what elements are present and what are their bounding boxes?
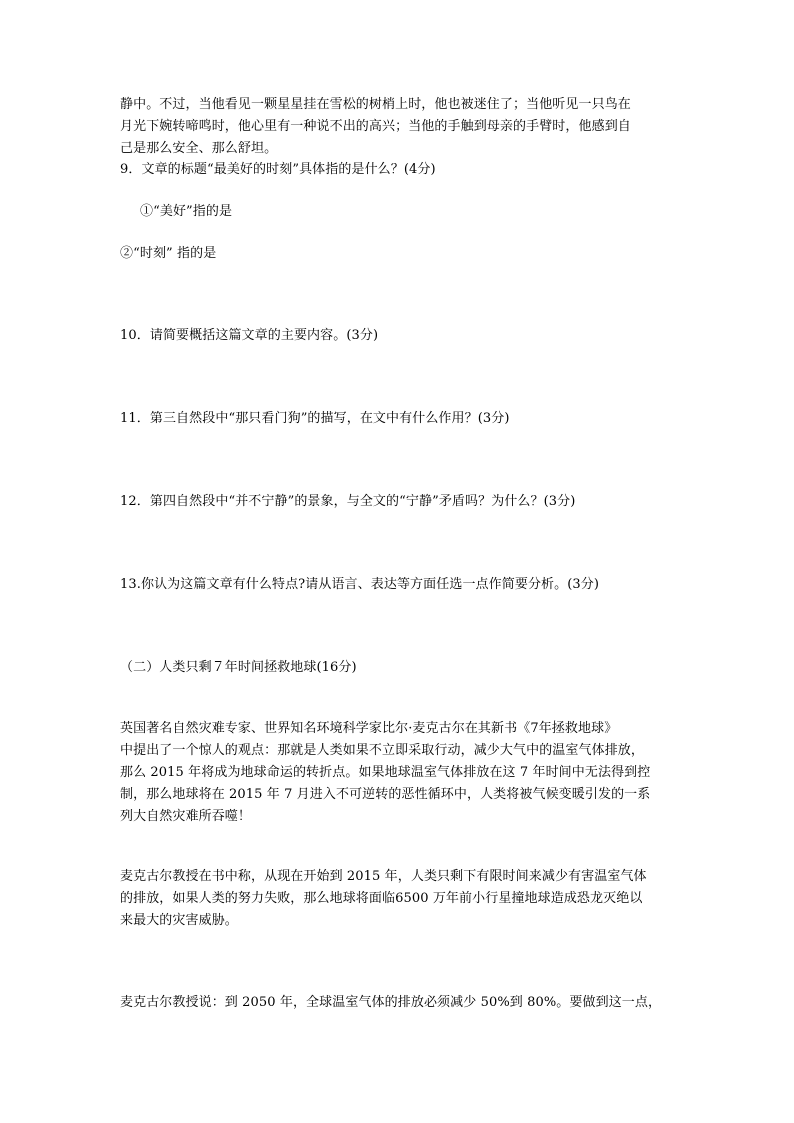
paragraph-1-line: 列大自然灾难所吞噬！ <box>120 809 252 824</box>
paragraph-1-line: 制，那么地球将在 2015 年 7 月进入不可逆转的恶性循环中，人类将被气候变暖引发的一系 <box>120 787 651 802</box>
paragraph-1-line: 中提出了一个惊人的观点：那就是人类如果不立即采取行动，减少大气中的温室气体排放， <box>120 743 645 758</box>
question-9-part-a: ①“美好”指的是 <box>140 204 233 219</box>
intro-line: 静中。不过，当他看见一颗星星挂在雪松的树梢上时，他也被迷住了；当他听见一只鸟在 <box>120 97 631 112</box>
question-12: 12．第四自然段中“并不宁静”的景象，与全文的“宁静”矛盾吗？为什么？(3分) <box>120 494 576 509</box>
question-9-part-b: ②“时刻” 指的是 <box>120 246 217 261</box>
paragraph-1-line: 英国著名自然灾难专家、世界知名环境科学家比尔·麦克古尔在其新书《7年拯救地球》 <box>120 721 618 736</box>
question-10: 10．请简要概括这篇文章的主要内容。(3分) <box>120 328 379 343</box>
question-11: 11．第三自然段中“那只看门狗”的描写，在文中有什么作用？(3分) <box>120 411 510 426</box>
paragraph-1-line: 那么 2015 年将成为地球命运的转折点。如果地球温室气体排放在这 7 年时间中无法得到控 <box>120 765 651 780</box>
paragraph-2-line: 的排放，如果人类的努力失败，那么地球将面临6500 万年前小行星撞地球造成恐龙灭绝以 <box>120 891 643 906</box>
intro-line: 月光下婉转啼鸣时，他心里有一种说不出的高兴；当他的手触到母亲的手臂时，他感到自 <box>120 119 631 134</box>
question-13: 13.你认为这篇文章有什么特点?请从语言、表达等方面任选一点作简要分析。(3分) <box>120 577 600 592</box>
paragraph-2-line: 来最大的灾害威胁。 <box>120 913 238 928</box>
paragraph-2-line: 麦克古尔教授在书中称，从现在开始到 2015 年，人类只剩下有限时间来减少有害温室气体 <box>120 869 647 884</box>
section-2-title: （二）人类只剩７年时间拯救地球(16分) <box>120 660 357 675</box>
paragraph-3-line: 麦克古尔教授说：到 2050 年，全球温室气体的排放必须减少 50%到 80%。要做到这一点， <box>120 995 662 1010</box>
intro-line: 己是那么安全、那么舒坦。 <box>120 141 278 156</box>
question-9: 9．文章的标题“最美好的时刻”具体指的是什么？(4分) <box>120 162 436 177</box>
